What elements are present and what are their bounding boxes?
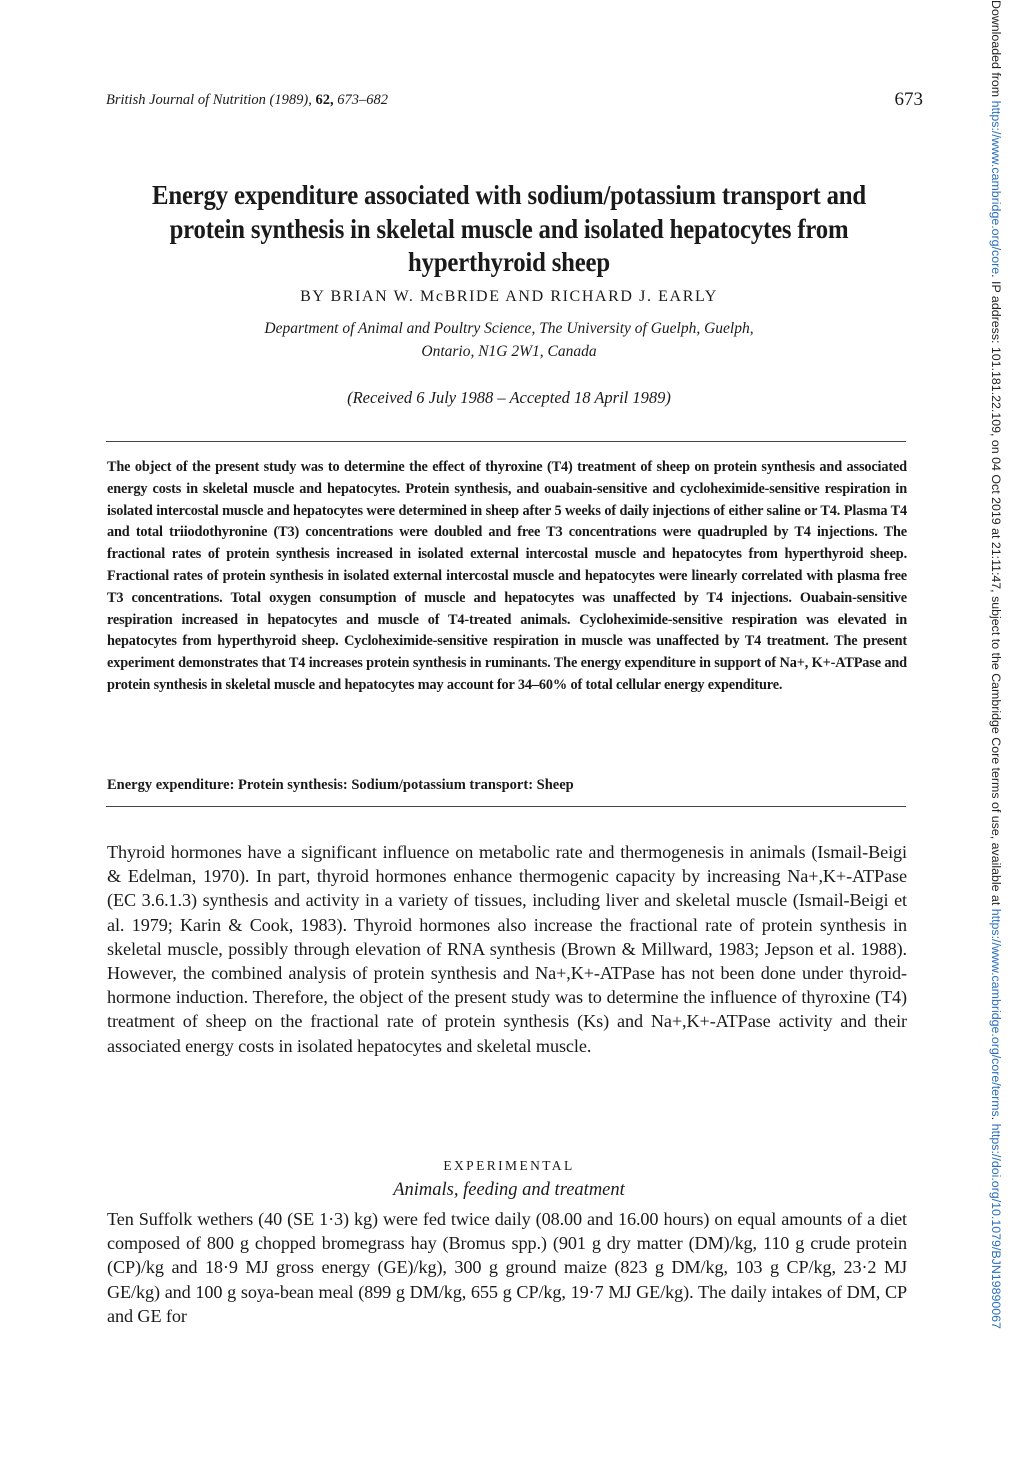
subsection-heading: Animals, feeding and treatment	[393, 1180, 625, 1200]
abstract: The object of the present study was to determine the effect of thyroxine (T4) treatment of sheep on protein synthesis and associated energy costs in skeletal muscle and hepatocytes. Protein synthesis, and ouabain-sensitive and cycloheximide-sensitive respiration in isolated intercostal muscle and hepatocytes were determined in sheep after 5 weeks of daily injections of either saline or T4. Plasma T4 and total triiodothyronine (T3) concentrations were doubled and free T3 concentrations were quadrupled by T4 injections. The fractional rates of protein synthesis increased in isolated external intercostal muscle and hepatocytes from hyperthyroid sheep. Fractional rates of protein synthesis in isolated external intercostal muscle and hepatocytes were linearly correlated with plasma free T3 concentrations. Total oxygen consumption of muscle and hepatocytes was unaffected by T4 injections. Ouabain-sensitive respiration increased in hepatocytes and muscle of T4-treated animals. Cycloheximide-sensitive respiration was elevated in hepatocytes from hyperthyroid sheep. Cycloheximide-sensitive respiration in muscle was unaffected by T4 treatment. The present experiment demonstrates that T4 increases protein synthesis in ruminants. The energy expenditure in support of Na+, K+-ATPase and protein synthesis in skeletal muscle and hepatocytes may account for 34–60% of total cellular energy expenditure.	[107, 459, 907, 693]
journal-citation	[106, 92, 388, 109]
download-middle: . IP address: 101.181.22.109, on 04 Oct 2019 at 21:11:47, subject to the Cambridge Core terms of use, available at	[989, 274, 1003, 906]
experimental-paragraph: Ten Suffolk wethers (40 (SE 1·3) kg) were fed twice daily (08.00 and 16.00 hours) on equal amounts of a diet composed of 800 g chopped bromegrass hay (Bromus spp.) (901 g dry matter (DM)/kg, 110 g crude protein (CP)/kg and 18·9 MJ gross energy (GE)/kg), 300 g ground maize (823 g DM/kg, 103 g CP/kg, 23·2 MJ GE/kg) and 100 g soya-bean meal (899 g DM/kg, 655 g CP/kg, 19·7 MJ GE/kg). The daily intakes of DM, CP and GE for	[107, 1209, 907, 1326]
journal-volume: 62,	[315, 92, 334, 108]
affiliation	[100, 318, 918, 363]
terms-link[interactable]: https://www.cambridge.org/core/terms	[989, 908, 1003, 1117]
download-prefix: Downloaded from	[989, 0, 1003, 98]
affiliation-line-2: Ontario, N1G 2W1, Canada	[421, 342, 597, 360]
abstract-bottom-rule	[106, 806, 906, 807]
section-heading: EXPERIMENTAL	[443, 1158, 575, 1173]
page-number: 673	[894, 89, 923, 110]
doi-link[interactable]: https://doi.org/10.1079/BJN19890067	[989, 1123, 1003, 1329]
affiliation-line-1: Department of Animal and Poultry Science, The University of Guelph, Guelph,	[264, 320, 754, 337]
journal-name: British Journal of Nutrition	[106, 92, 266, 108]
journal-pages: 673–682	[337, 92, 388, 108]
cambridge-core-link[interactable]: https://www.cambridge.org/core	[989, 100, 1003, 275]
article-title: Energy expenditure associated with sodium/potassium transport and protein synthesis in skeletal muscle and isolated hepatocytes from hyperthyroid sheep	[152, 179, 866, 277]
download-sep: .	[989, 1116, 1003, 1121]
keywords: Energy expenditure: Protein synthesis: Sodium/potassium transport: Sheep	[107, 777, 574, 793]
received-dates: (Received 6 July 1988 – Accepted 18 April 1989)	[347, 388, 671, 407]
author-line: BY BRIAN W. McBRIDE AND RICHARD J. EARLY	[300, 288, 718, 305]
download-notice	[989, 0, 1003, 1329]
abstract-top-rule	[106, 441, 906, 442]
journal-year: (1989),	[269, 92, 312, 108]
introduction-paragraph: Thyroid hormones have a significant influence on metabolic rate and thermogenesis in animals (Ismail-Beigi & Edelman, 1970). In part, thyroid hormones enhance thermogenic capacity by increasing Na+,K+-ATPase (EC 3.6.1.3) synthesis and activity in a variety of tissues, including liver and skeletal muscle (Ismail-Beigi et al. 1979; Karin & Cook, 1983). Thyroid hormones also increase the fractional rate of protein synthesis in skeletal muscle, possibly through elevation of RNA synthesis (Brown & Millward, 1983; Jepson et al. 1988). However, the combined analysis of protein synthesis and Na+,K+-ATPase has not been done under thyroid-hormone induction. Therefore, the object of the present study was to determine the influence of thyroxine (T4) treatment of sheep on the fractional rate of protein synthesis (Ks) and Na+,K+-ATPase activity and their associated energy costs in isolated hepatocytes and skeletal muscle.	[107, 842, 907, 1056]
